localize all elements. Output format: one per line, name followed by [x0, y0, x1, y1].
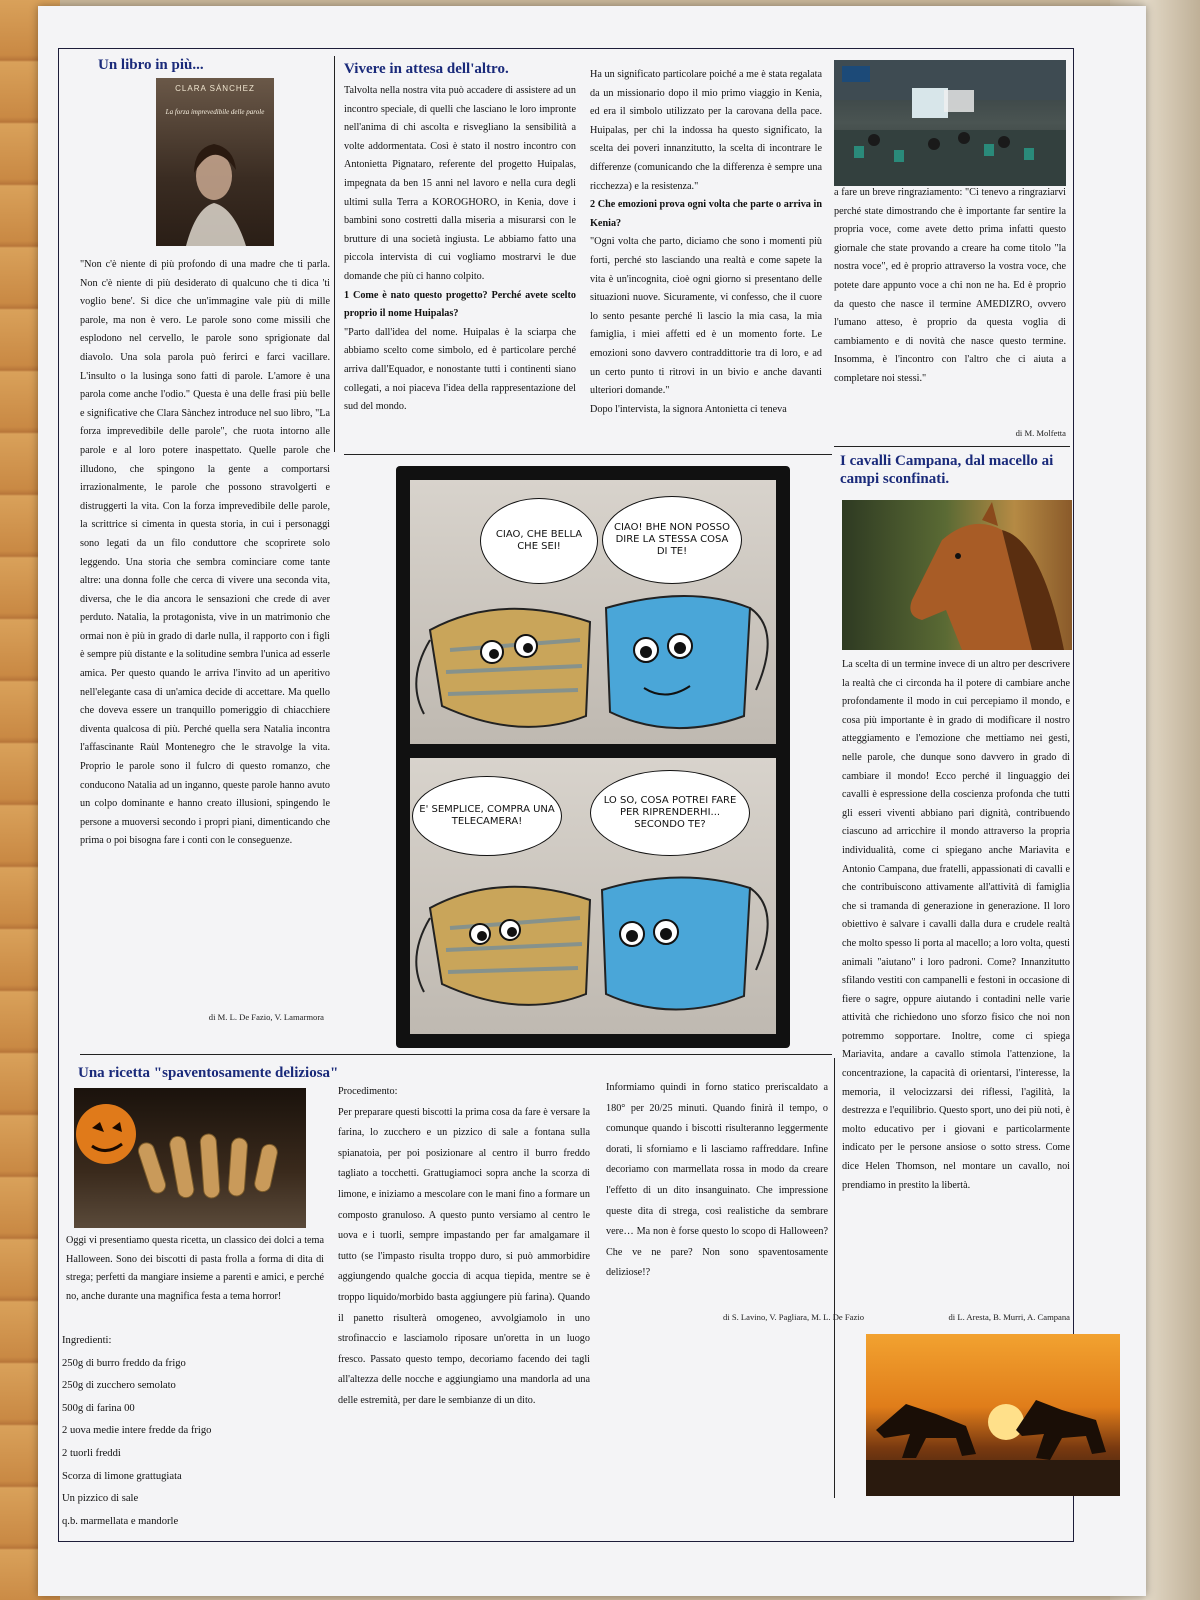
ingredient-item: 500g di farina 00 [62, 1402, 135, 1414]
column-rule [834, 1058, 835, 1498]
comic-bubble-left-1: CIAO, CHE BELLA CHE SEI! [480, 498, 598, 584]
comic-masks-1 [410, 480, 776, 744]
ingredient-item: 2 tuorli freddi [62, 1447, 121, 1459]
vivere-question-1: 1 Come è nato questo progetto? Perché avete scelto proprio il nome Huipalas? [344, 289, 576, 320]
comic-masks-2 [410, 758, 776, 1034]
vivere-intro: Talvolta nella nostra vita può accadere di assistere ad un incontro speciale, di quelli che lasciano le loro impronte nell'anima di chi ascolta e risvegliano la sensibilità a volte addormentata. Così è stato il nostro incontro con Antonietta Pignataro, referente del progetto Huipalas, impegnata da ben 15 anni nel lavoro e nella cura degli ultimi sulla Terra a KOROGHORO, in Kenia, dove i bambini sono costretti dalla miseria a misurarsi con le brutture di una società ingiusta. Le abbiamo fatto una piccola intervista di cui vogliamo mostrarvi le due domande che più ci hanno colpito. [344, 85, 576, 282]
witch-fingers-scene [74, 1088, 306, 1228]
witch-fingers-photo [74, 1088, 306, 1228]
vivere-answer-1: "Parto dall'idea del nome. Huipalas è la sciarpa che abbiamo scelto come simbolo, ed è particolare perché arriva dall'Equador, e nonostante tutti i continenti siano collegati, a noi piaceva l'idea della rappresentazione del sud del mondo. [344, 326, 576, 413]
comic-bubble-left-2: E' SEMPLICE, COMPRA UNA TELECAMERA! [412, 776, 562, 856]
horse-silhouettes [866, 1334, 1120, 1496]
ingredient-item: Scorza di limone grattugiata [62, 1470, 182, 1482]
section-rule [834, 446, 1070, 447]
comic-bubble-right-1: CIAO! BHE NON POSSO DIRE LA STESSA COSA DI TE! [602, 496, 742, 584]
procedimento-label: Procedimento: [338, 1086, 398, 1097]
libro-text: "Non c'è niente di più profondo di una madre che ti parla. Non c'è niente di più desiderato di qualcuno che ti dica 'ti voglio bene'. Si dice che un'immagine vale più di mille parole, ma non è vero. Le parole sono come missili che esplodono nel cervello, le parole sono sprigionate dal diavolo. Una sola parola può ferirci e farci vacillare. L'insulto o la lusinga sono fatti di parole. L'amore è una parola come anche l'odio." Questa è una delle frasi più belle e significative che Clara Sànchez introduce nel suo libro, "La forza imprevedibile delle parole", che ruota intorno alle parole e al loro potere inaspettato. Quelle parole che illudono, che spingono la gente a comportarsi irrazionalmente, le parole che possono stravolgerti e distruggerti la vita. Con la forza imprevedibile delle parole, la scrittrice si cimenta in questa storia, in cui i personaggi sono legati da un filo conduttore che scoprirete solo leggendo. Una storia che sembra cominciare come tante altre: una donna folle che cerca di vivere una seconda vita, diversa, che le dia ancora le sensazioni che crede di aver perduto. Natalia, la protagonista, vive in un matrimonio che ormai non è più in grado di darle nulla, il rapporto con i figli è sempre più distante e la solitudine sembra l'unica ad esserle amica. Per questo quando le arriva l'invito ad un aperitivo nell'elegante casa di un'amica decide di accettare. Ma quello che doveva essere un tranquillo pomeriggio di chiacchiere diventa qualcosa di più. Perché quella sera Natalia incontra l'affascinante Raùl Montenegro che le stravolge la vita. Proprio le parole sono il fulcro di questo romanzo, che conducono Natalia ad un inganno, queste parole hanno avuto un colpo dominante e hanno creato illusioni, spingendo le persone a muoversi secondo i propri piani, dimenticando che prima o poi bisogna fare i conti con le conseguenze. [80, 259, 330, 847]
horse-head [842, 500, 1072, 650]
ingredients-label: Ingredienti: [62, 1335, 112, 1346]
comic-panel-2 [410, 758, 776, 1034]
sunset-horses-photo [866, 1334, 1120, 1496]
section-rule [344, 454, 832, 455]
comic-strip [396, 466, 790, 1048]
vivere-title: Vivere in attesa dell'altro. [344, 61, 509, 77]
ingredient-item: q.b. marmellata e mandorle [62, 1515, 179, 1527]
book-cover [156, 78, 274, 246]
vivere-question-2: 2 Che emozioni prova ogni volta che parte o arriva in Kenia? [590, 199, 822, 229]
cavalli-text: La scelta di un termine invece di un altro per descrivere la realtà che ci circonda ha il potere di cambiare anche profondamente il modo in cui percepiamo il mondo, e cosa più importante è in grado di modificare il nostro atteggiamento e l'emozione che mettiamo nei gesti, nelle parole, che dunque sono davvero in grado di cambiare il mondo! Ecco perché il linguaggio dei cavalli è espressione della coscienza profonda che tutti gli esseri viventi abbiano pari dignità, contribuendo ciascuno ad arricchire il mondo attraverso la propria individualità, come ci spiegano anche Mariavita e Antonio Campana, due fratelli, appassionati di cavalli e che contribuiscono attivamente all'attività di famiglia che si tramanda di generazione in generazione. Il loro obiettivo è salvare i cavalli dalla dura e crudele realtà che molto spesso li porta al macello; a loro volta, questi animali "aiutano" i loro padroni. Come? Innanzitutto sfilando vestiti con campanelli e festoni in occasione di fiere o sagre, oppure aiutando i contadini nelle varie attività che richiedono uno sforzo fisico che noi non potremmo sopportare. Inoltre, come ci spiega Mariavita, andare a cavallo stimola l'attenzione, la concentrazione, la capacità di orientarsi, l'interesse, la memoria, il velocizzarsi dei riflessi, l'agilità, la destrezza e l'equilibrio. Questo sport, uno dei più noti, è molto educativo per i giovani e particolarmente indicato per le persone ansiose o sotto stress. Come dice Helen Thomson, nel montare un cavallo, noi prendiamo in prestito la libertà. [842, 659, 1070, 1191]
ingredient-item: 250g di zucchero semolato [62, 1380, 176, 1392]
vivere-credit: di M. Molfetta [1015, 428, 1066, 438]
vivere-after-interview: Dopo l'intervista, la signora Antonietta ci teneva [590, 403, 787, 415]
vivere-answer-1-continued: Ha un significato particolare poiché a me è stata regalata da un missionario dopo il mio primo viaggio in Kenia, ed era il simbolo utilizzato per la carovana della pace. Huipalas, per chi la indossa ha questo significato, la scelta dei poveri innanzitutto, la scelta di incontrare le differenze (comunicando che la differenza è sempre una ricchezza) e la resistenza." [590, 69, 822, 192]
column-rule [334, 56, 335, 452]
procedimento-column-2: Informiamo quindi in forno statico preriscaldato a 180° per 20/25 minuti. Quando finirà il tempo, o comunque quando i biscotti risulteranno leggermente dorati, li sforniamo e li lasciamo raffreddare. Infine decoriamo con marmellata rossa in modo da creare l'effetto di un dito insanguinato. Che impressione queste dita di strega, così realistiche da sembrare vere… Ma non è forse questo lo scopo di Halloween? Che ve ne pare? Non sono spaventosamente deliziose!? [606, 1082, 828, 1279]
ricetta-intro: Oggi vi presentiamo questa ricetta, un classico dei dolci a tema Halloween. Sono dei biscotti di pasta frolla a forma di dita di strega; perfetti da mangiare insieme a parenti e amici, e perché no, anche durante una magnifica festa a tema horror! [66, 1235, 324, 1302]
book-cover-author: CLARA SÁNCHEZ [175, 84, 255, 93]
ingredients-list [62, 1330, 328, 1533]
vivere-column-2 [590, 66, 822, 448]
procedimento-text: Per preparare questi biscotti la prima cosa da fare è versare la farina, lo zucchero e un pizzico di sale a fontana sulla spianatoia, per poi posizionare al centro il burro freddo tagliato a tocchetti. Grattugiamoci sopra anche la scorza di limone, e iniziamo a mescolare con le mani fino a formare un composto granuloso. A questo punto versiamo al centro le uova e i tuorli, sempre impastando per far amalgamare il tutto (se l'impasto risulta troppo duro, si può ammorbidire aggiungendo qualche goccia di acqua tiepida, mentre se è troppo liquido/morbido basta aggiungere più farina). Quando il panetto risulterà omogeneo, avvolgiamolo in uno strofinaccio e lasciamolo riposare un'oretta in un luogo fresco. Passato questo tempo, decoriamo facendo dei tagli all'altezza delle nocche e aggiungiamo una mandorla ad una delle estremità, per dare le sembianze di un dito. [338, 1106, 590, 1406]
libro-credit: di M. L. De Fazio, V. Lamarmora [208, 1012, 324, 1022]
section-rule [80, 1054, 832, 1055]
cavalli-title: I cavalli Campana, dal macello ai campi sconfinati. [840, 453, 1054, 487]
libro-title: Un libro in più... [98, 57, 204, 73]
cavalli-credit: di L. Aresta, B. Murri, A. Campana [948, 1312, 1070, 1322]
comic-panel-1 [410, 480, 776, 744]
ricetta-credit: di S. Lavino, V. Pagliara, M. L. De Fazio [723, 1312, 864, 1322]
book-cover-portrait [156, 78, 274, 246]
ricetta-title: Una ricetta "spaventosamente deliziosa" [78, 1065, 339, 1081]
book-cover-title: La forza imprevedibile delle parole [165, 108, 265, 116]
ingredient-item: 250g di burro freddo da frigo [62, 1357, 186, 1369]
vivere-answer-2: "Ogni volta che parto, diciamo che sono i momenti più forti, perché sto lasciando una realtà e come sapete la vita è un'incognita, cioè ogni giorno si presentano delle situazioni nuove. Sicuramente, vi confesso, che il cuore lo sento pesante perché lì lascio la mia casa, la mia famiglia, i miei affetti ed è un momento forte. Le emozioni sono davvero contraddittorie tra di loro, e ad un certo punto ti ritrovi in un bivio e anche davanti ulteriori domande." [590, 236, 822, 397]
vivere-column-3: a fare un breve ringraziamento: "Ci tenevo a ringraziarvi perché state dimostrando che è importante far sentire la propria voce, come avete detto prima infatti questo giornale che state provando a creare ha come titolo "la nostra voce", ed è proprio attraverso la vostra voce, che potete dare appunto voce a chi non ne ha. Ed è proprio da questo che nasce il termine AMEDIZRO, ovvero l'umano atteso, è proprio da questa voglia di cambiamento e di novità che nasce questo termine. Insomma, è l'incontro con l'altro che ci aiuta a completare noi stessi." [834, 187, 1066, 384]
vivere-column-1 [344, 82, 576, 448]
horse-photo [842, 500, 1072, 650]
ingredient-item: Un pizzico di sale [62, 1493, 139, 1505]
meeting-scene [834, 60, 1066, 186]
procedimento-column [338, 1082, 590, 1502]
ingredient-item: 2 uova medie intere fredde da frigo [62, 1425, 212, 1437]
comic-bubble-right-2: LO SO, COSA POTREI FARE PER RIPRENDERHI... SECONDO TE? [590, 770, 750, 856]
meeting-photo [834, 60, 1066, 186]
